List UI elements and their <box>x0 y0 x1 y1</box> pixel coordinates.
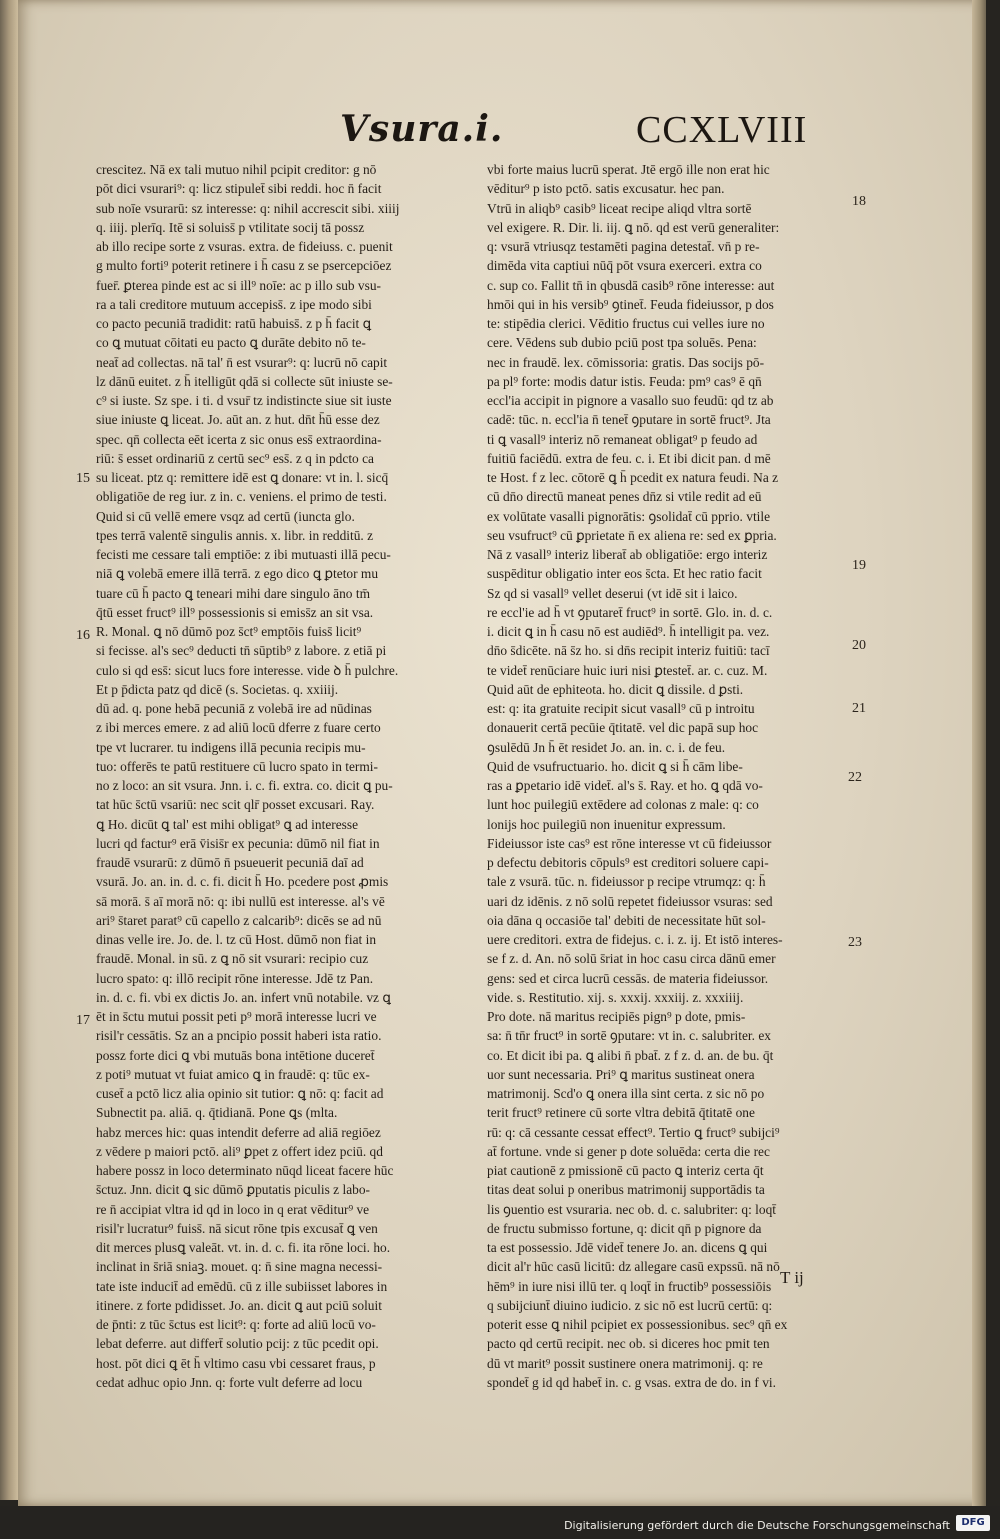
text-line: fraudē vsurarū: z dūmō n̄ psueuerit pecuniā daī ad <box>96 855 364 870</box>
left-text-column <box>96 160 468 1392</box>
text-line: lonijs hoc puilegiū non inuenitur expressum. <box>487 816 726 832</box>
margin-number-20: 20 <box>852 638 866 653</box>
text-line: vide. s. Restitutio. xij. s. xxxij. xxxiij. z. xxxiiij. <box>487 989 744 1005</box>
text-line: sā morā. s̄ aī morā nō: q: ibi nullū est interesse. al's vē <box>96 893 385 909</box>
margin-number-19: 19 <box>852 558 866 573</box>
book-right-edge <box>972 0 986 1506</box>
text-line: oia dāna q occasiōe tal' debiti de necessitate hūt sol- <box>487 912 766 928</box>
text-line: vēditur⁹ p isto pctō. satis excusatur. hec pan. <box>487 181 725 197</box>
text-line: terit fruct⁹ retinere cū sorte vltra debitā q̄titatē one <box>487 1105 755 1121</box>
margin-number-17: 17 <box>76 1013 90 1028</box>
text-line: gens: sed et circa lucrū cessās. de materia fideiussor. <box>487 970 769 986</box>
text-line: lis ꝯuentio est vsuraria. nec ob. d. c. salubriter: q: loqt̄ <box>487 1201 776 1217</box>
text-line: spec. qn̄ collecta eēt icerta z sic onus ess̄ extraordina- <box>96 431 382 447</box>
margin-number-22: 22 <box>848 770 862 785</box>
folio-number: CCXLVIII <box>636 109 808 151</box>
text-line: co. Et dicit ibi pa. ꝗ alibi n̄ pbat̄. z f z. d. an. de bu. q̄t <box>487 1047 774 1063</box>
text-line: tuare cū h̄ pacto ꝗ teneari mihi dare singulo āno tm̄ <box>96 585 370 601</box>
text-line: ti ꝗ vasall⁹ interiz nō remaneat obligat⁹ p feudo ad <box>487 431 758 447</box>
text-line: s̄ctuz. Jnn. dicit ꝗ sic dūmō ꝑputatis piculis z labo- <box>96 1182 370 1198</box>
text-line: lz dānū euitet. z h̄ itelligūt qdā si collecte sūt iniuste se- <box>96 373 393 389</box>
text-line: lebat deferre. aut differt̄ solutio pcij: z tūc pcedit opi. <box>96 1336 379 1352</box>
catchword-signature: T ij <box>780 1268 804 1287</box>
text-line: dimēda vita captiui nūq̄ pōt vsura exerceri. extra co <box>487 258 762 274</box>
margin-number-23: 23 <box>848 935 862 950</box>
text-line: re n̄ accipiat vltra id qd in loco in q erat vēditur⁹ ve <box>96 1201 370 1217</box>
funding-credit: Digitalisierung gefördert durch die Deutsche Forschungsgemeinschaft <box>564 1519 950 1532</box>
text-line: q: vsurā vtriusqz testamēti pagina detestat̄. vn̄ p re- <box>487 239 760 254</box>
text-line: pōt dici vsurari⁹: q: licz stipulet̄ sibi reddi. hoc n̄ facit <box>96 181 382 197</box>
text-line: g multo forti⁹ poterit retinere i h̄ casu z se psercepciōez <box>96 258 392 274</box>
text-line: hmōi qui in his versib⁹ ꝯtinet̄. Feuda fideiussor, p dos <box>487 296 774 312</box>
text-line: z poti⁹ mutuat vt fuiat amico ꝗ in fraudē: q: tūc ex- <box>96 1066 370 1082</box>
text-line: co ꝗ mutuat cōitati eu pacto ꝗ durāte debito nō te- <box>96 335 366 351</box>
text-line: sa: n̄ tn̄r fruct⁹ in sortē ꝯputare: vt in. c. salubriter. ex <box>487 1028 771 1044</box>
text-line: dicit al'r hūc casū licitū: dz allegare casū expssū. nā nō <box>487 1259 780 1275</box>
text-line: Quid de vsufructuario. ho. dicit ꝗ si h̄ cām libe- <box>487 758 743 774</box>
text-line: ēt in s̄ctu mutui possit peti p⁹ morā interesse lucri ve <box>96 1009 377 1024</box>
text-line: no z loco: an sit vsura. Jnn. i. c. fi. extra. co. dicit ꝗ pu- <box>96 778 393 793</box>
text-line: fraudē. Monal. in sū. z ꝗ nō sit vsurari: recipio cuz <box>96 951 369 967</box>
text-line: spondet̄ g id qd habet̄ in. c. g vsas. extra de do. in f vi. <box>487 1374 776 1390</box>
text-line: c⁹ si iuste. Sz spe. i ti. d vsur̄ tz indistincte siue sit iuste <box>96 393 392 408</box>
text-line: ab illo recipe sorte z vsuras. extra. de fideiuss. c. puenit <box>96 239 393 254</box>
text-line: ras a ꝑpetario idē videt̄. al's s̄. Ray. et ho. ꝗ qdā vo- <box>487 778 763 793</box>
right-text-column <box>487 160 859 1392</box>
margin-number-15: 15 <box>76 471 90 486</box>
text-line: fuer̄. ꝑterea pinde est ac si ill⁹ noīe: ac p illo sub vsu- <box>96 277 381 293</box>
text-line: su liceat. ptz q: remittere idē est ꝗ donare: vt in. l. sicq̄ <box>96 470 389 485</box>
text-line: cere. Vēdens sub dubio pciū post tpa soluēs. Pena: <box>487 335 757 351</box>
text-line: c. sup co. Fallit tn̄ in qbusdā casib⁹ rōne interesse: aut <box>487 277 775 293</box>
text-line: poterit esse ꝗ nihil pcipiet ex possessionibus. sec⁹ qn̄ ex <box>487 1317 788 1332</box>
text-line: fuitiū faciēdū. extra de feu. c. i. Et ibi dicit pan. d mē <box>487 450 771 466</box>
text-line: z ibi merces emere. z ad aliū locū dferre z fuare certo <box>96 720 381 736</box>
margin-number-21: 21 <box>852 701 866 716</box>
text-line: inclinat in s̄riā sniaꝫ. mouet. q: n̄ sine magna necessi- <box>96 1259 383 1275</box>
text-line: cuset̄ a pctō licz alia opinio sit tutior: ꝗ nō: q: facit ad <box>96 1086 384 1101</box>
text-line: cadē: tūc. n. eccl'ia n̄ tenet̄ ꝯputare in sortē fruct⁹. Jta <box>487 412 771 428</box>
text-line: eccl'ia accipit in pignore a vasallo suo feudū: qd tz ab <box>487 393 774 408</box>
text-line: tpe vt lucrarer. tu indigens illā pecunia recipis mu- <box>96 739 366 755</box>
text-line: i. dicit ꝗ in h̄ casu nō est audiēd⁹. h̄ intelligit pa. vez. <box>487 624 770 639</box>
text-line: ex volūtate vasalli pignorātis: ꝯsolidat̄ cū pprio. vtile <box>487 508 771 524</box>
text-line: q subijciunt̄ diuino iudicio. z sic nō est lucrū certū: q: <box>487 1297 773 1313</box>
text-line: in. d. c. fi. vbi ex dictis Jo. an. infert vnū notabile. vz ꝗ <box>96 989 391 1005</box>
text-line: dū vt marit⁹ possit sustinere onera matrimonij. q: re <box>487 1355 763 1371</box>
text-line: hēm⁹ in iure nisi illū ter. q loqt̄ in fructib⁹ possessiōis <box>487 1278 772 1294</box>
text-line: riū: s̄ esset ordinariū z certū sec⁹ ess̄. z q in pdcto ca <box>96 450 374 466</box>
text-line: donauerit certā pecūie q̄titatē. vel dic papā sup hoc <box>487 720 759 736</box>
text-line: culo si qd ess̄: sicut lucs fore interesse. vide ꝺ h̄ pulchre. <box>96 662 399 678</box>
text-line: ꝯsulēdū Jn h̄ ēt residet Jo. an. in. c. i. de feu. <box>487 739 726 755</box>
text-line: habere possz in loco determinato nūqd liceat facere hūc <box>96 1163 394 1178</box>
text-line: tat hūc s̄ctū vsariū: nec scit qlr̄ posset excusari. Ray. <box>96 797 375 813</box>
margin-number-16: 16 <box>76 628 90 643</box>
text-line: Sz qd si vasall⁹ vellet deserui (vt idē sit i laico. <box>487 585 738 601</box>
text-line: vel exigere. R. Dir. li. iij. ꝗ nō. qd est verū generaliter: <box>487 219 780 235</box>
text-line: lucri qd factur⁹ erā v̄isis̄r ex pecunia: dūmō nil fiat in <box>96 835 380 851</box>
dfg-logo[interactable]: DFG <box>956 1515 990 1531</box>
text-line: q. iiij. plerīq. Itē si soluiss̄ p vtilitate socij tā possz <box>96 219 365 235</box>
text-line: Fideiussor iste cas⁹ est rōne interesse vt cū fideiussor <box>487 835 772 851</box>
text-line: niā ꝗ volebā emere illā terrā. z ego dico ꝗ ꝑtetor mu <box>96 566 379 582</box>
text-line: tuo: offerēs te patū restituere cū lucro spato in termi- <box>96 758 378 774</box>
text-line: dn̄o s̄dicēte. nā s̄z ho. si dn̄s recipit interiz fuitiū: tacī <box>487 643 770 659</box>
text-line: lucro spato: q: illō recipit rōne interesse. Jdē tz Pan. <box>96 970 374 986</box>
text-line: de p̄nti: z tūc s̄ctus est licit⁹: q: forte ad aliū locū vo- <box>96 1317 376 1332</box>
text-line: ta est possessio. Jdē videt̄ tenere Jo. an. dicens ꝗ qui <box>487 1240 768 1255</box>
text-line: vsurā. Jo. an. in. d. c. fi. dicit h̄ Ho. pcedere post ꝓmis <box>96 874 389 890</box>
text-line: habz merces hic: quas intendit deferre ad aliā regiōez <box>96 1124 381 1140</box>
text-line: co pacto pecuniā tradidit: ratū habuiss̄. z p h̄ facit ꝗ <box>96 316 372 331</box>
text-line: ra a tali creditore mutuum accepiss̄. z ipe modo sibi <box>96 296 372 312</box>
running-head-title: Vsura.i. <box>340 108 504 150</box>
text-line: suspēditur obligatio inter eos s̄cta. Et hec ratio facit <box>487 566 762 582</box>
text-line: rū: q: cā cessante cessat effect⁹. Tertio ꝗ fruct⁹ subijci⁹ <box>487 1124 780 1140</box>
text-line: at̄ fortune. vnde si gener p dote soluēda: certa die rec <box>487 1143 770 1159</box>
text-line: dit merces plusꝗ valeāt. vt. in. d. c. fi. ita rōne loci. ho. <box>96 1240 391 1255</box>
text-line: itinere. z forte pdidisset. Jo. an. dicit ꝗ aut pciū soluit <box>96 1297 382 1313</box>
text-line: te Host. f z lec. cōtorē ꝗ h̄ pcedit ex natura feudi. Na z <box>487 470 779 485</box>
text-line: ꝗ Ho. dicūt ꝗ tal' est mihi obligat⁹ ꝗ ad interesse <box>96 816 359 832</box>
text-line: pa pl⁹ forte: modis datur istis. Feuda: pm⁹ cas⁹ ē qn̄ <box>487 373 762 389</box>
text-line: Vtrū in aliqb⁹ casib⁹ liceat recipe aliqd vltra sortē <box>487 200 752 216</box>
text-line: possz forte dici ꝗ vbi mutuās bona intētione duceret̄ <box>96 1047 375 1063</box>
text-line: uari dz idēnis. z nō solū repetet fideiussor vsuras: sed <box>487 893 773 909</box>
text-line: Et p p̄dicta patz qd dicē (s. Societas. q. xxiiij. <box>96 681 339 697</box>
text-line: Quid si cū vellē emere vsqz ad certū (iuncta glo. <box>96 508 355 524</box>
text-line: piat cautionē z pmissionē cū pacto ꝗ interiz certa q̄t <box>487 1163 764 1178</box>
text-line: seu vsufruct⁹ cū ꝑprietate n̄ ex aliena re: sed ex ꝑpria. <box>487 527 777 543</box>
text-line: tate iste inducit̄ ad emēdū. cū z ille subiisset labores in <box>96 1278 388 1294</box>
text-line: uere creditori. extra de fidejus. c. i. z. ij. Et istō interes- <box>487 932 783 947</box>
text-line: uor sunt necessaria. Pri⁹ ꝗ maritus sustineat onera <box>487 1066 755 1082</box>
text-line: sub noīe vsurarū: sz interesse: q: nihil accrescit sibi. xiiij <box>96 200 400 216</box>
text-line: Subnectit pa. aliā. q. q̄tidianā. Pone ꝗs (mlta. <box>96 1105 338 1121</box>
text-line: Pro dote. nā maritus recipiēs pign⁹ p dote, pmis- <box>487 1009 746 1024</box>
text-line: tpes terrā valentē singulis annis. x. libr. in redditū. z <box>96 527 374 543</box>
text-line: crescitez. Nā ex tali mutuo nihil pcipit creditor: g nō <box>96 162 377 177</box>
text-line: re eccl'ie ad h̄ vt ꝯputaret̄ fruct⁹ in sortē. Glo. in. d. c. <box>487 604 773 620</box>
text-line: q̄tū esset fruct⁹ ill⁹ possessionis si emiss̄z an sit vsa. <box>96 604 374 620</box>
text-line: neat̄ ad collectas. nā tal' n̄ est vsurar⁹: q: lucrū nō capit <box>96 354 388 370</box>
text-line: p defectu debitoris cōpuls⁹ est creditori soluere capi- <box>487 855 769 870</box>
text-line: host. pōt dici ꝗ ēt h̄ vltimo casu vbi cessaret fraus, p <box>96 1355 376 1371</box>
text-line: risil'r lucratur⁹ fuiss̄. nā sicut rōne tpis excusat̄ ꝗ ven <box>96 1220 378 1236</box>
text-line: si fecisse. al's sec⁹ deducti tn̄ sūptib⁹ z labore. z etiā pi <box>96 643 387 659</box>
text-line: lunt hoc puilegiū extēdere ad colonas z male: q: co <box>487 797 759 813</box>
margin-number-18: 18 <box>852 194 866 209</box>
text-line: pacto qd certū recipit. nec ob. si diceres hoc pmit ten <box>487 1336 770 1352</box>
text-line: Nā z vasall⁹ interiz liberat̄ ab obligatiōe: ergo interiz <box>487 547 768 562</box>
text-line: vbi forte maius lucrū sperat. Jtē ergō ille non erat hic <box>487 162 770 177</box>
text-line: z vēdere p maiori pctō. ali⁹ ꝑpet z offert idez pciū. qd <box>96 1143 383 1159</box>
text-line: te: stipēdia clerici. Vēditio fructus cui velles iure no <box>487 316 765 331</box>
text-line: matrimonij. Scd'o ꝗ onera illa sint certa. z sic nō po <box>487 1086 765 1101</box>
text-line: risil'r cessātis. Sz an a pncipio possit haberi ista ratio. <box>96 1028 382 1044</box>
text-line: Quid aūt de ephiteota. ho. dicit ꝗ dissile. d ꝑsti. <box>487 681 744 697</box>
text-line: nec in fraudē. lex. cōmissoria: gratis. Das socijs pō- <box>487 354 765 370</box>
text-line: cū dn̄o directū maneat penes dn̄z si vtile redit ad eū <box>487 489 762 505</box>
text-line: cedat adhuc opio Jnn. q: forte vult deferre ad locu <box>96 1374 363 1390</box>
text-line: dū ad. q. pone hebā pecuniā z volebā ire ad nūdinas <box>96 701 372 716</box>
text-line: se f z. d. An. nō solū s̄riat in hoc casu circa dānū emer <box>487 951 776 967</box>
text-line: dinas velle ire. Jo. de. l. tz cū Host. dūmō non fiat in <box>96 932 377 947</box>
text-line: te videt̄ renūciare huic iuri nisi ꝑtestet̄. ar. c. cuz. M. <box>487 662 768 678</box>
text-line: siue iniuste ꝗ liceat. Jo. aūt an. z hut. dn̄t h̄ū esse dez <box>96 412 380 428</box>
text-line: tale z vsurā. tūc. n. fideiussor p recipe vtrumqz: q: h̄ <box>487 874 766 890</box>
text-line: fecisti me cessare tali emptiōe: z ibi mutuasti illā pecu- <box>96 547 391 562</box>
text-line: ari⁹ s̄taret parat⁹ cū capello z calcarib⁹: dicēs se ad nū <box>96 912 382 928</box>
text-line: est: q: ita gratuite recipit sicut vasall⁹ cū p introitu <box>487 701 755 716</box>
text-line: obligatiōe de reg iur. z in. c. veniens. el primo de testi. <box>96 489 387 505</box>
text-line: de fructu submisso fortune, q: dicit qn̄ p pignore da <box>487 1220 762 1236</box>
text-line: R. Monal. ꝗ nō dūmō poz s̄ct⁹ emptōis fuiss̄ licit⁹ <box>96 624 362 639</box>
text-line: titas deat solui p oneribus matrimonij supportādis ta <box>487 1182 765 1198</box>
